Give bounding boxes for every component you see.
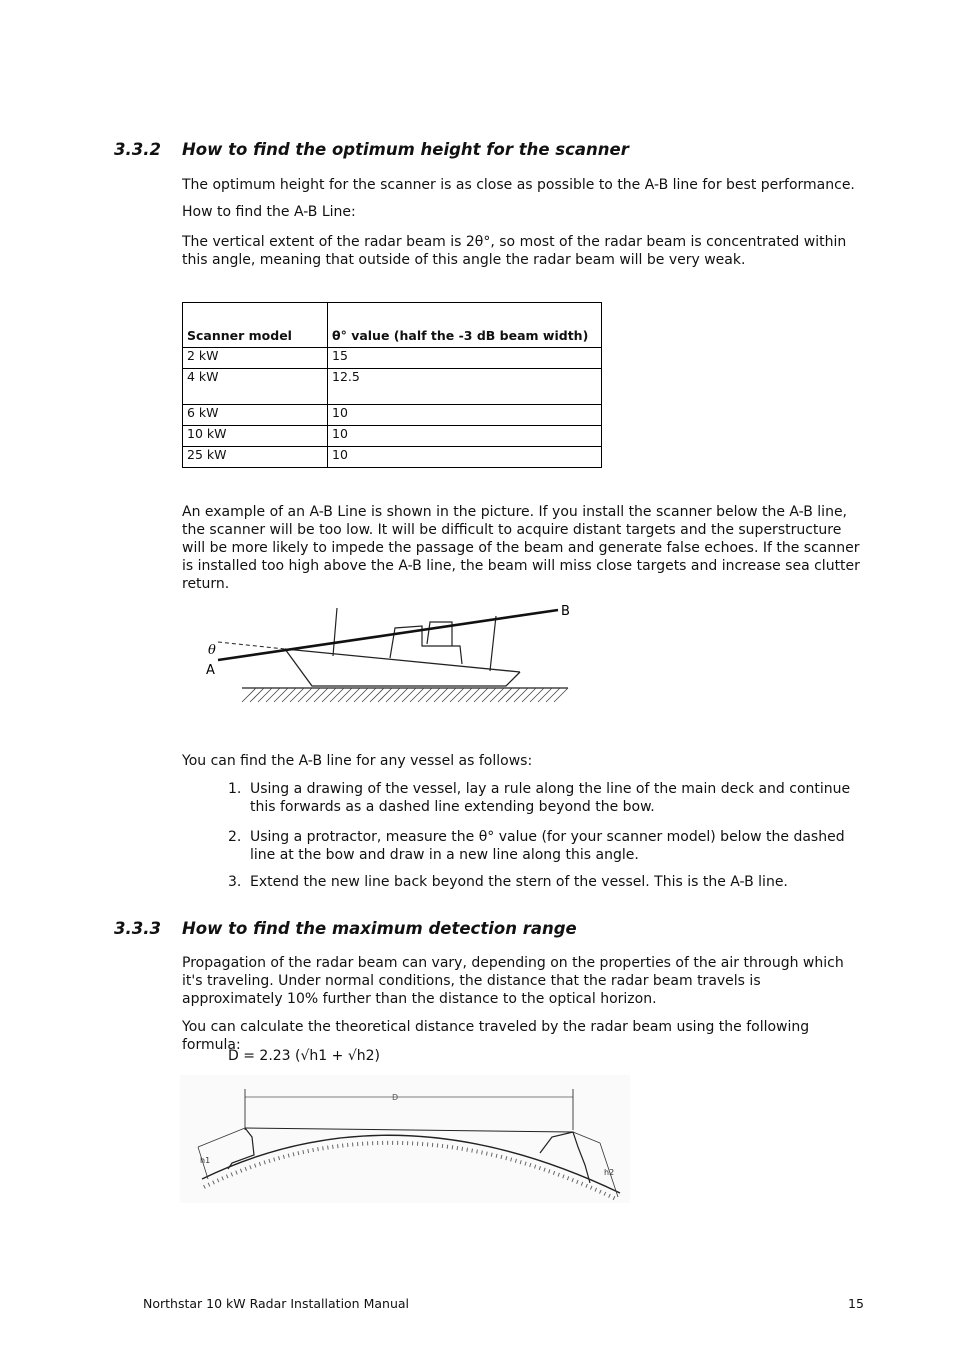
- table-cell: 10 kW: [183, 426, 328, 447]
- page-number: 15: [848, 1296, 864, 1311]
- theta-label: θ: [208, 643, 216, 658]
- superstructure: [390, 626, 462, 664]
- table-header-cell: θ° value (half the -3 dB beam width): [328, 303, 602, 348]
- table-header-row: [183, 303, 602, 348]
- list-item-text: Using a protractor, measure the θ° value (for your scanner model) below the dashed line at the bow and draw in a new line along this angle.: [250, 829, 845, 863]
- table-row: [183, 405, 602, 426]
- section-number-3-3-3: 3.3.3: [114, 919, 161, 938]
- h1-label: h1: [200, 1156, 211, 1165]
- section-title-3-3-3: How to find the maximum detection range: [182, 919, 577, 938]
- dashed-extension-line: [218, 642, 285, 649]
- beam-width-table: [182, 302, 602, 468]
- hull-outline: [285, 649, 520, 686]
- paragraph-formula-intro: You can calculate the theoretical distance traveled by the radar beam using the following formula:: [182, 1019, 810, 1053]
- mast-aft: [333, 608, 337, 656]
- section-number-3-3-2: 3.3.2: [114, 140, 161, 159]
- table-cell: 10: [328, 447, 602, 468]
- table-row: [183, 369, 602, 405]
- list-item-text: Extend the new line back beyond the stern of the vessel. This is the A-B line.: [250, 874, 788, 890]
- table-row: [183, 447, 602, 468]
- range-formula: D = 2.23 (√h1 + √h2): [228, 1048, 380, 1064]
- footer-manual-title: Northstar 10 kW Radar Installation Manual: [143, 1296, 410, 1311]
- point-a-label: A: [206, 663, 215, 678]
- ab-line: [218, 610, 558, 660]
- table-cell: 12.5: [328, 369, 602, 405]
- paragraph-find-ab-line: You can find the A-B line for any vessel as follows:: [182, 753, 533, 769]
- paragraph-ab-line-example: An example of an A-B Line is shown in the picture. If you install the scanner below the A-B line, the scanner will be too low. It will be difficult to acquire distant targets and the superstructure will be more likely to impede the passage of the beam and generate false echoes. If the scanner is installed too high above the A-B line, the beam will miss close targets and increase sea clutter return.: [182, 504, 860, 592]
- table-header-cell: Scanner model: [183, 303, 328, 348]
- paragraph-how-to-find: How to find the A-B Line:: [182, 204, 356, 220]
- h2-label: h2: [604, 1168, 615, 1177]
- table-cell: 2 kW: [183, 348, 328, 369]
- paragraph-vertical-extent: The vertical extent of the radar beam is 2θ°, so most of the radar beam is concentrated within this angle, meaning that outside of this angle the radar beam will be very weak.: [182, 234, 847, 268]
- main-deck-line: [285, 649, 520, 672]
- table-cell: 15: [328, 348, 602, 369]
- mast-forward: [490, 616, 496, 671]
- table-cell: 10: [328, 405, 602, 426]
- list-item-number: 2.: [228, 829, 242, 845]
- detection-range-diagram: [180, 1075, 630, 1203]
- list-item-number: 3.: [228, 874, 242, 890]
- ab-line-diagram: [190, 598, 590, 718]
- paragraph-optimum-height: The optimum height for the scanner is as close as possible to the A-B line for best performance.: [182, 177, 855, 193]
- section-title-3-3-2: How to find the optimum height for the scanner: [182, 140, 629, 159]
- distance-d-label: D: [392, 1093, 399, 1102]
- paragraph-propagation: Propagation of the radar beam can vary, depending on the properties of the air through which it's traveling. Under normal conditions, the distance that the radar beam travels is approximately 10% further than the distance to the optical horizon.: [182, 955, 844, 1007]
- point-b-label: B: [561, 604, 570, 619]
- list-item-text: Using a drawing of the vessel, lay a rule along the line of the main deck and continue this forwards as a dashed line extending beyond the bow.: [250, 781, 851, 815]
- table-cell: 4 kW: [183, 369, 328, 405]
- ground-hatching: [242, 688, 568, 702]
- table-cell: 6 kW: [183, 405, 328, 426]
- table-cell: 25 kW: [183, 447, 328, 468]
- list-item-number: 1.: [228, 781, 242, 797]
- table-row: [183, 426, 602, 447]
- table-row: [183, 348, 602, 369]
- table-cell: 10: [328, 426, 602, 447]
